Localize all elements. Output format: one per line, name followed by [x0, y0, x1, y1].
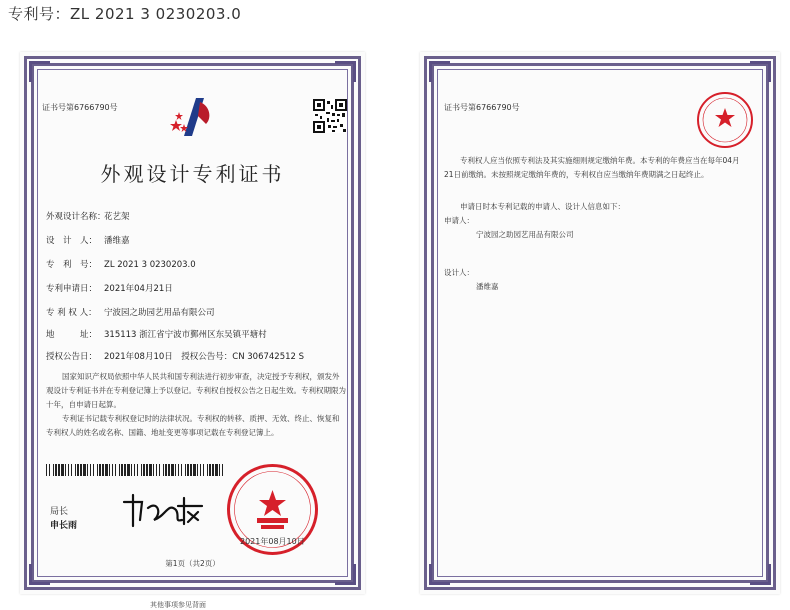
field-application-date: [46, 282, 173, 294]
field-patent-number: [46, 258, 196, 270]
certificate-number: 证书号第6766790号: [444, 103, 520, 112]
legal-status-statement: 专利证书记载专利权登记时的法律状况。专利权的转移、质押、无效、终止、恢复和专利权人的姓名或名称、国籍、地址变更等事项记载在专利登记簿上。: [46, 414, 340, 437]
field-design-name: [46, 210, 130, 222]
field-label: 专 利 号：: [46, 260, 98, 270]
barcode-icon: [46, 464, 226, 476]
field-value: 潘维嘉: [104, 236, 130, 246]
field-patentee: [46, 306, 215, 318]
field-value: ZL 2021 3 0230203.0: [104, 260, 196, 270]
page-number: 第1页（共2页）: [165, 559, 220, 568]
certificate-number: 证书号第6766790号: [42, 103, 118, 112]
applicant-value: 宁波园之助园艺用品有限公司: [476, 230, 574, 239]
director-signature: [118, 490, 208, 530]
annual-fee-notice: 专利权人应当依照专利法及其实施细则规定缴纳年费。本专利的年费应当在每年04月21日前缴纳。未按照规定缴纳年费的，专利权自应当缴纳年费期满之日起终止。: [444, 156, 740, 179]
field-label: 地 址：: [46, 330, 98, 340]
corner-ornament: [29, 61, 50, 82]
field-label: 专利申请日：: [46, 284, 98, 294]
corner-ornament: [429, 61, 450, 82]
field-value: 315113 浙江省宁波市鄞州区东吴镇平塘村: [104, 330, 267, 340]
seal-date: 2021年08月10日: [240, 537, 305, 546]
designer-value: 潘维嘉: [476, 282, 499, 291]
field-label: 专 利 权 人：: [46, 308, 97, 318]
field-address: [46, 328, 267, 340]
certificate-front: [20, 52, 365, 609]
field-label: 授权公告日：: [46, 352, 98, 362]
red-seal-icon: [695, 90, 755, 150]
director-name: 申长雨: [50, 521, 78, 531]
field-designer: [46, 234, 130, 246]
grant-statement: 国家知识产权局依照中华人民共和国专利法进行初步审查，决定授予专利权，颁发外观设计专利证书并在专利登记簿上予以登记。专利权自授权公告之日起生效。专利权期限为十年，自申请日起算。: [46, 372, 346, 409]
field-value: 宁波园之助园艺用品有限公司: [104, 308, 215, 318]
cnipa-logo-icon: [170, 94, 216, 140]
designer-label: 设计人：: [444, 268, 474, 277]
applicant-label: 申请人：: [444, 216, 474, 225]
certificate-back: [420, 52, 780, 594]
field-value: 2021年08月10日 授权公告号：CN 306742512 S: [104, 352, 305, 362]
corner-ornament: [750, 564, 771, 585]
corner-ornament: [750, 61, 771, 82]
field-label: 外观设计名称：: [46, 212, 106, 222]
field-value: 花艺架: [104, 212, 130, 222]
field-label: 设 计 人：: [46, 236, 98, 246]
patent-number-header: 专利号：ZL 2021 3 0230203.0: [8, 5, 242, 23]
field-value: 2021年04月21日: [104, 284, 173, 294]
field-grant-date: [46, 350, 304, 362]
corner-ornament: [335, 61, 356, 82]
footnote: 其他事项参见背面: [150, 601, 206, 609]
certificate-title: 外观设计专利证书: [100, 162, 285, 186]
qr-code-icon: [313, 99, 347, 133]
corner-ornament: [429, 564, 450, 585]
director-title: 局长: [50, 507, 69, 517]
applicant-info-intro: 申请日时本专利记载的申请人、设计人信息如下：: [460, 202, 625, 211]
